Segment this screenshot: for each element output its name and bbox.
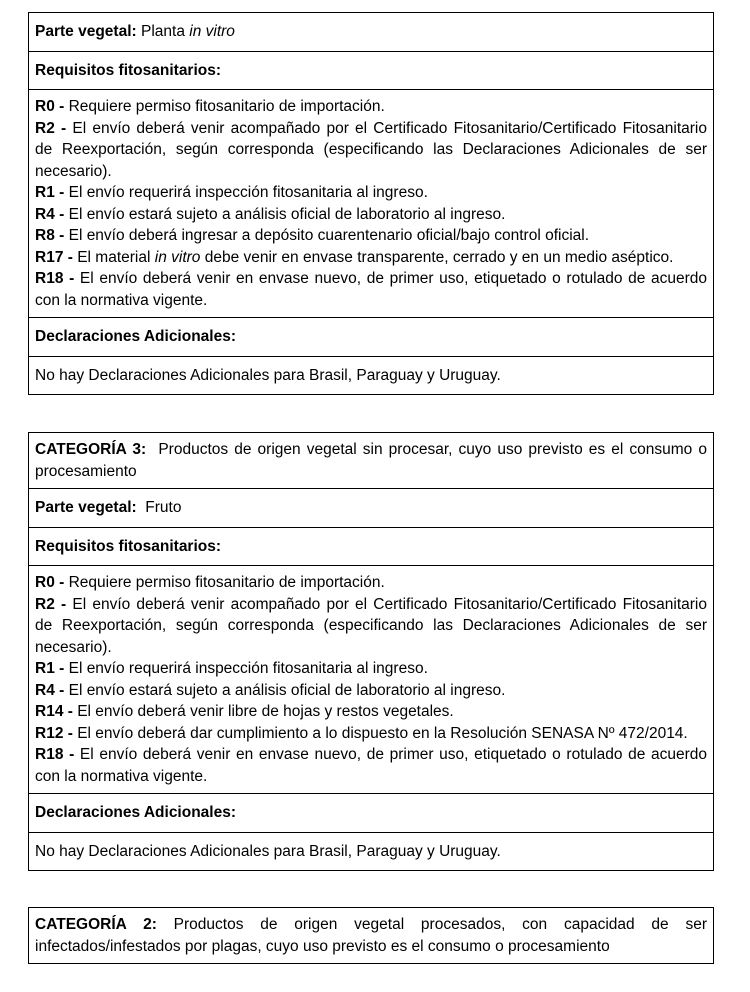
requisito-code: R1 - <box>35 660 65 677</box>
requisito-code: R12 - <box>35 724 73 742</box>
table-categoria-3 <box>28 432 714 871</box>
parte-vegetal-row <box>29 488 713 527</box>
categoria-row <box>29 433 713 488</box>
requisito-item <box>35 680 707 702</box>
requisito-item <box>35 268 707 311</box>
requisito-code: R18 - <box>35 746 75 763</box>
declaraciones-text-row <box>29 832 713 871</box>
table-planta-in-vitro <box>28 12 714 395</box>
requisito-item <box>35 204 707 226</box>
requisito-text: El material <box>72 248 155 266</box>
declaraciones-text-row <box>29 356 713 395</box>
requisito-item <box>35 594 707 659</box>
requisitos-list <box>29 565 713 793</box>
requisito-item <box>35 225 707 247</box>
requisito-text: Requiere permiso fitosanitario de importación. <box>64 98 385 115</box>
table-categoria-2 <box>28 907 714 964</box>
requisito-item <box>35 96 707 118</box>
requisito-text: Requiere permiso fitosanitario de importación. <box>64 574 385 591</box>
requisito-code: R0 - <box>35 574 65 591</box>
declaraciones-label: Declaraciones Adicionales: <box>35 328 237 345</box>
parte-vegetal-row <box>29 13 713 51</box>
requisito-code: R2 - <box>35 119 67 137</box>
requisito-text: debe venir en envase transparente, cerrado y en un medio aséptico. <box>200 248 674 266</box>
requisitos-header-row <box>29 527 713 566</box>
requisitos-label: Requisitos fitosanitarios: <box>35 537 222 555</box>
parte-vegetal-value: Fruto <box>136 499 182 516</box>
declaraciones-text: No hay Declaraciones Adicionales para Brasil, Paraguay y Uruguay. <box>35 366 501 384</box>
declaraciones-text: No hay Declaraciones Adicionales para Brasil, Paraguay y Uruguay. <box>35 842 501 860</box>
requisito-text: El envío deberá venir acompañado por el Certificado Fitosanitario/Certificado Fitosanitario de Reexportación, según corresponda (especificando las Declaraciones Adicionales de ser necesario). <box>35 119 707 180</box>
parte-vegetal-value: Planta <box>140 23 185 40</box>
categoria-row <box>29 908 713 963</box>
requisito-item <box>35 118 707 183</box>
requisito-code: R18 - <box>35 270 75 287</box>
requisito-text: El envío requerirá inspección fitosanitaria al ingreso. <box>64 660 428 677</box>
requisito-text: El envío requerirá inspección fitosanitaria al ingreso. <box>64 184 428 201</box>
requisito-code: R14 - <box>35 703 73 720</box>
requisito-code: R0 - <box>35 98 65 115</box>
requisito-italic: in vitro <box>154 248 201 266</box>
requisito-item <box>35 723 707 745</box>
parte-vegetal-italic: in vitro <box>189 23 235 40</box>
declaraciones-label: Declaraciones Adicionales: <box>35 804 237 821</box>
requisito-text: El envío deberá venir libre de hojas y restos vegetales. <box>72 703 454 720</box>
requisitos-list <box>29 89 713 317</box>
parte-vegetal-label: Parte vegetal: <box>35 499 137 516</box>
requisitos-header-row <box>29 51 713 90</box>
requisito-code: R1 - <box>35 184 65 201</box>
requisito-text: El envío deberá venir en envase nuevo, de primer uso, etiquetado o rotulado de acuerdo con la normativa vigente. <box>35 270 707 309</box>
categoria-text: Productos de origen vegetal sin procesar, cuyo uso previsto es el consumo o procesamiento <box>35 441 712 480</box>
categoria-text: Productos de origen vegetal procesados, con capacidad de ser infectados/infestados por plagas, cuyo uso previsto es el consumo o procesamiento <box>35 916 707 955</box>
requisito-code: R4 - <box>35 681 65 699</box>
requisito-code: R17 - <box>35 248 73 266</box>
requisito-text: El envío deberá venir acompañado por el Certificado Fitosanitario/Certificado Fitosanitario de Reexportación, según corresponda (especificando las Declaraciones Adicionales de ser necesario). <box>35 595 707 656</box>
declaraciones-header-row <box>29 793 713 832</box>
declaraciones-header-row <box>29 317 713 356</box>
requisito-item <box>35 247 707 269</box>
parte-vegetal-label: Parte vegetal: <box>35 23 137 40</box>
requisito-code: R8 - <box>35 227 65 244</box>
requisito-item <box>35 744 707 787</box>
requisito-code: R2 - <box>35 595 67 613</box>
requisito-text: El envío estará sujeto a análisis oficial de laboratorio al ingreso. <box>64 681 506 699</box>
requisito-item <box>35 701 707 723</box>
categoria-label: CATEGORÍA 3: <box>35 441 147 458</box>
requisito-item <box>35 658 707 680</box>
requisitos-label: Requisitos fitosanitarios: <box>35 61 222 79</box>
requisito-item <box>35 572 707 594</box>
categoria-label: CATEGORÍA 2: <box>35 916 157 933</box>
requisito-text: El envío deberá dar cumplimiento a lo dispuesto en la Resolución SENASA Nº 472/2014. <box>72 724 688 742</box>
requisito-text: El envío deberá venir en envase nuevo, de primer uso, etiquetado o rotulado de acuerdo con la normativa vigente. <box>35 746 707 785</box>
requisito-item <box>35 182 707 204</box>
requisito-code: R4 - <box>35 205 65 223</box>
requisito-text: El envío deberá ingresar a depósito cuarentenario oficial/bajo control oficial. <box>64 227 590 244</box>
requisito-text: El envío estará sujeto a análisis oficial de laboratorio al ingreso. <box>64 205 506 223</box>
